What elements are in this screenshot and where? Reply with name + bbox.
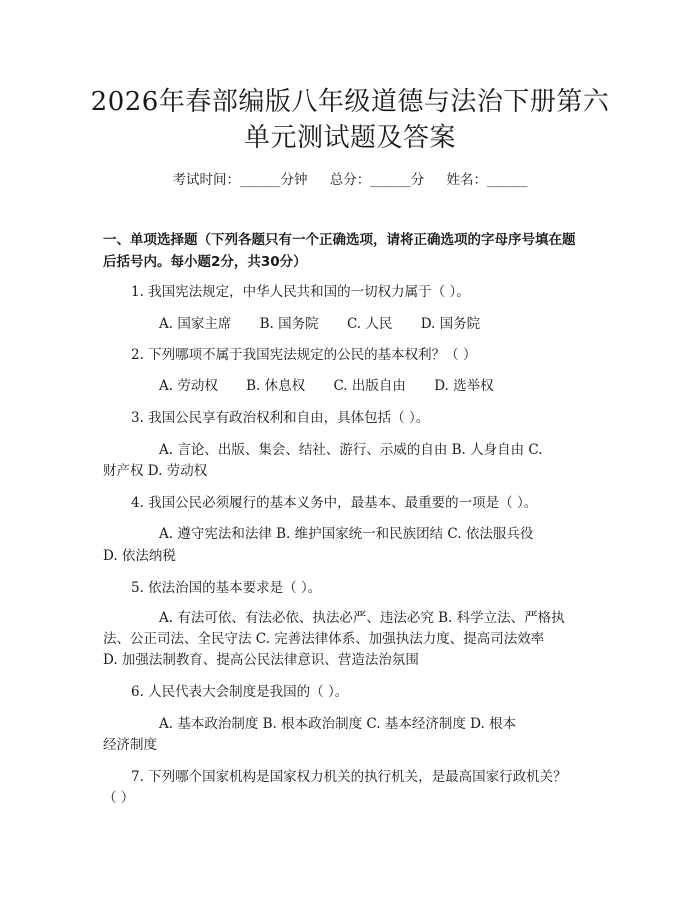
question-4-options-line-2: D. 依法纳税 — [103, 548, 176, 564]
question-2-option-a: A. 劳动权 — [159, 378, 218, 394]
question-1-option-a: A. 国家主席 — [159, 316, 232, 332]
question-7-stem-line-2: （ ） — [103, 790, 135, 806]
question-3-options-line-1: A. 言论、出版、集会、结社、游行、示威的自由 B. 人身自由 C. — [159, 442, 543, 458]
question-5-stem: 5. 依法治国的基本要求是（ ）。 — [131, 580, 322, 596]
question-2-stem: 2. 下列哪项不属于我国宪法规定的公民的基本权利？（ ） — [131, 347, 477, 363]
question-7-stem: 7. 下列哪个国家机构是国家权力机关的执行机关，是最高国家行政机关？ — [131, 769, 567, 785]
document-title-line-2: 单元测试题及答案 — [243, 123, 456, 153]
question-1-stem: 1. 我国宪法规定，中华人民共和国的一切权力属于（ ）。 — [131, 284, 470, 300]
total-score-field: 总分：______分 — [329, 172, 425, 188]
student-name-field: 姓名：______ — [446, 172, 528, 188]
question-2-options — [159, 375, 518, 397]
question-1-options — [159, 313, 504, 335]
question-3-stem: 3. 我国公民享有政治权利和自由，具体包括（ ）。 — [131, 410, 430, 426]
question-2-option-b: B. 休息权 — [246, 378, 306, 394]
question-1-option-d: D. 国务院 — [420, 316, 481, 332]
question-2-option-d: D. 选举权 — [434, 378, 494, 394]
question-2-option-c: C. 出版自由 — [333, 378, 406, 394]
section-heading-line-1: 一、单项选择题（下列各题只有一个正确选项，请将正确选项的字母序号填在题 — [103, 232, 576, 248]
question-3-options-line-2: 财产权 D. 劳动权 — [103, 463, 208, 479]
question-4-options-line-1: A. 遵守宪法和法律 B. 维护国家统一和民族团结 C. 依法服兵役 — [159, 526, 534, 542]
question-4-stem: 4. 我国公民必须履行的基本义务中，最基本、最重要的一项是（ ）。 — [131, 495, 538, 511]
question-1-option-c: C. 人民 — [346, 316, 393, 332]
question-5-options-line-1: A. 有法可依、有法必依、执法必严、违法必究 B. 科学立法、严格执 — [159, 610, 565, 626]
exam-time-field: 考试时间：______分钟 — [172, 172, 308, 188]
question-6-options-line-2: 经济制度 — [103, 737, 157, 753]
question-5-options-line-3: D. 加强法制教育、提高公民法律意识、营造法治氛围 — [103, 652, 419, 668]
document-title-line-1: 2026年春部编版八年级道德与法治下册第六 — [90, 87, 610, 117]
exam-meta — [0, 168, 700, 188]
question-1-option-b: B. 国务院 — [259, 316, 319, 332]
question-5-options-line-2: 法、公正司法、全民守法 C. 完善法律体系、加强执法力度、提高司法效率 — [103, 631, 545, 647]
question-6-stem: 6. 人民代表大会制度是我国的（ ）。 — [131, 684, 349, 700]
section-heading-line-2: 后括号内。每小题2分，共30分） — [103, 254, 307, 270]
question-6-options-line-1: A. 基本政治制度 B. 根本政治制度 C. 基本经济制度 D. 根本 — [159, 716, 517, 732]
